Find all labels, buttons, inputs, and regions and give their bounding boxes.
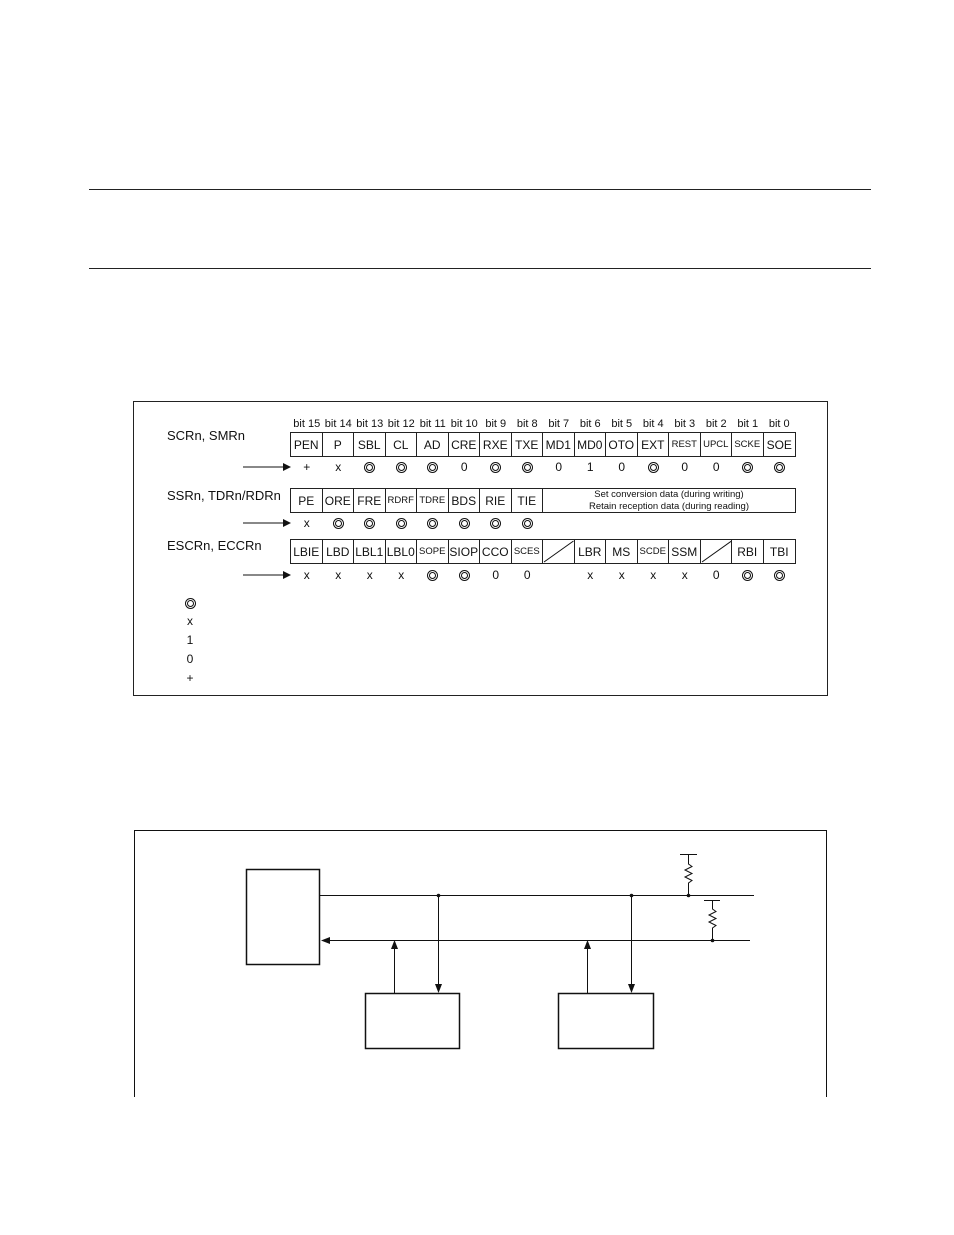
bit-cell: AD [417,433,449,456]
slave-block-2 [559,994,654,1049]
bit-cell: SCES [512,540,544,563]
bit-number: bit 14 [324,418,352,430]
register-label-ssr-tdr-rdr: SSRn, TDRn/RDRn [167,488,281,503]
setting-mark: x [398,568,405,582]
bit-cell: BDS [449,489,481,512]
bit-cell: SSM [669,540,701,563]
bit-cell: SOPE [417,540,449,563]
bit-cell: CRE [449,433,481,456]
bit-cell: RDRF [386,489,418,512]
bit-cell: CCO [480,540,512,563]
bit-cell: PE [291,489,323,512]
bit-number: bit 6 [579,418,601,430]
data-register-note: Retain reception data (during reading) [588,500,749,512]
setting-mark: x [303,516,310,530]
bit-number: bit 8 [516,418,538,430]
bit-cell: LBD [323,540,355,563]
bit-cell: MD1 [543,433,575,456]
setting-mark: 0 [618,460,626,474]
setting-mark: 0 [523,568,531,582]
setting-mark: x [618,568,625,582]
bit-number: bit 4 [642,418,664,430]
bit-number: bit 2 [705,418,727,430]
bit-cell: RIE [480,489,512,512]
legend-symbol: 1 [186,633,194,647]
bit-number: bit 1 [737,418,759,430]
bit-cell: TIE [512,489,544,512]
bit-number: bit 9 [485,418,507,430]
bit-number: bit 7 [548,418,570,430]
setting-mark: x [587,568,594,582]
bit-cell: EXT [638,433,670,456]
setting-mark: x [335,568,342,582]
setting-mark: 0 [555,460,563,474]
bit-cell: OTO [606,433,638,456]
bit-number: bit 11 [419,418,446,430]
bit-number: bit 0 [768,418,790,430]
setting-mark: x [335,460,342,474]
legend-symbol: 0 [186,652,194,666]
register-label-escr-eccr: ESCRn, ECCRn [167,538,262,553]
setting-mark: 0 [681,460,689,474]
bit-cell: REST [669,433,701,456]
bit-number: bit 12 [387,418,415,430]
setting-mark: 1 [586,460,594,474]
setting-mark: 0 [712,568,720,582]
setting-mark: x [303,568,310,582]
bit-cell: UPCL [701,433,733,456]
bit-cell: CL [386,433,418,456]
bit-cell: LBL1 [354,540,386,563]
bit-cell: TDRE [417,489,449,512]
setting-mark: x [650,568,657,582]
data-register-note: Set conversion data (during writing) [594,489,744,500]
bit-cell: LBR [575,540,607,563]
bit-cell: LBIE [291,540,323,563]
bit-number: bit 3 [674,418,696,430]
legend-symbol: + [186,671,194,685]
setting-mark: x [681,568,688,582]
pullup-resistor-1 [685,854,692,895]
register-label-scr-smr: SCRn, SMRn [167,428,246,443]
bit-cell: SBL [354,433,386,456]
setting-mark: 0 [492,568,500,582]
bit-number: bit 15 [293,418,321,430]
bit-cell: ORE [323,489,355,512]
bit-cell: TXE [512,433,544,456]
bit-cell: TBI [769,544,789,559]
bit-number: bit 13 [356,418,384,430]
legend-symbol: x [187,614,193,628]
bit-cell: FRE [354,489,386,512]
bit-cell: P [323,433,355,456]
master-block [247,870,320,965]
pullup-resistor-2 [709,900,716,940]
bit-cell: SCDE [638,540,670,563]
setting-mark: 0 [460,460,468,474]
bit-number: bit 5 [611,418,633,430]
bit-cell: LBL0 [386,540,418,563]
bit-cell: RXE [480,433,512,456]
bit-cell: SOE [766,437,792,452]
setting-mark: 0 [712,460,720,474]
setting-mark: + [303,460,311,474]
bit-cell: PEN [291,433,323,456]
setting-mark: x [366,568,373,582]
bit-number: bit 10 [450,418,478,430]
bit-cell: MS [606,540,638,563]
slave-block-1 [366,994,460,1049]
bit-cell: RBI [732,540,764,563]
bit-cell: MD0 [575,433,607,456]
bit-cell: SCKE [732,433,764,456]
bit-cell: SIOP [449,540,481,563]
